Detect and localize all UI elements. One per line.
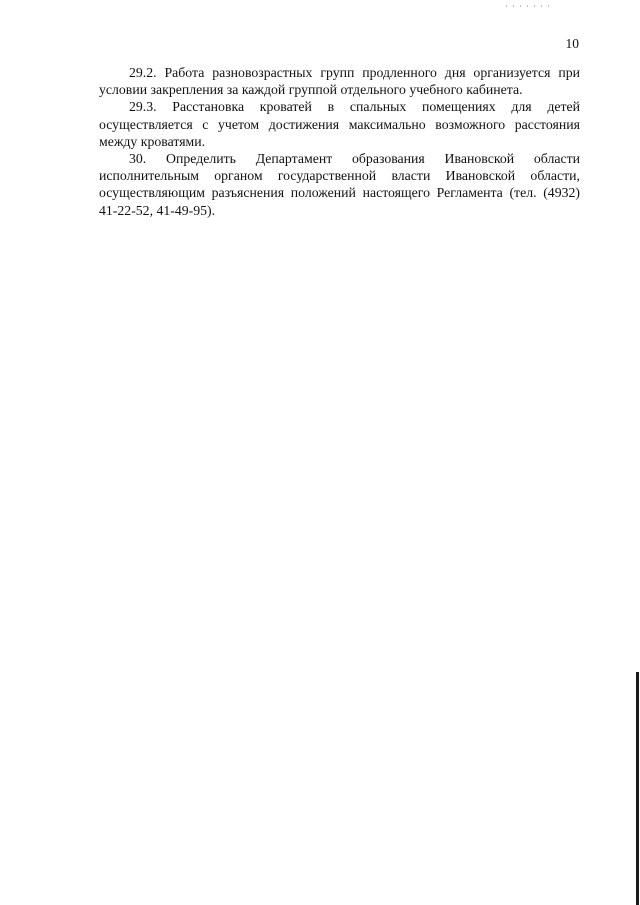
- paragraph-30: 30. Определить Департамент образования Ивановской области исполнительным органом государственной власти Ивановской области, осуществляющим разъяснения положений настоящего Регламента (тел. (4932) 41-22-52, 41-49-95).: [99, 151, 580, 218]
- scan-edge-shadow: [636, 672, 639, 905]
- paragraph-29-2: 29.2. Работа разновозрастных групп продленного дня организуется при условии закрепления за каждой группой отдельного учебного кабинета.: [99, 65, 580, 98]
- page-number: 10: [565, 36, 579, 51]
- paragraph-29-3: 29.3. Расстановка кроватей в спальных помещениях для детей осуществляется с учетом достижения максимально возможного расстояния между кроватями.: [99, 99, 580, 149]
- document-body: [99, 64, 580, 219]
- scan-noise: [506, 5, 554, 7]
